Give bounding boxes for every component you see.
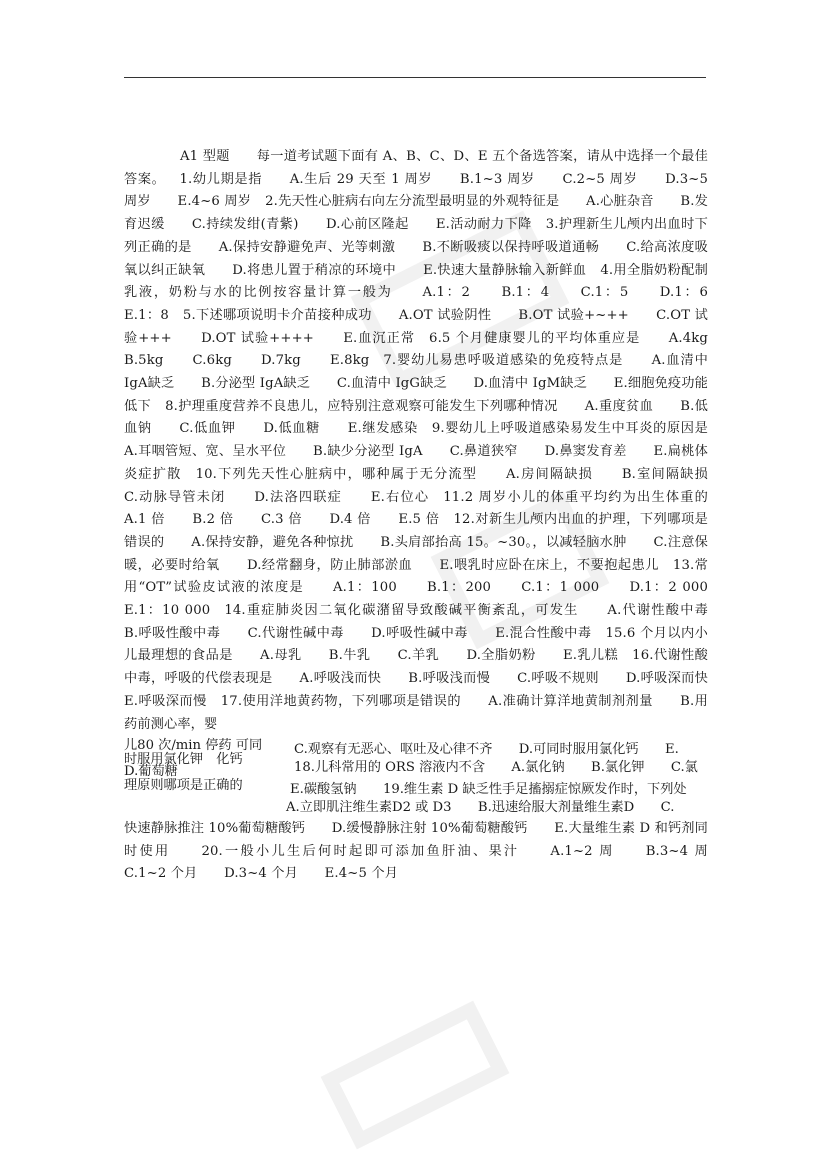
overlap-line-b: 时服用氯化钾 化钙 bbox=[124, 752, 243, 767]
question-3: 3.护理新生儿颅内出血时下列正确的是 A.保持安静避免声、光等刺激 B.不断吸痰以保持呼吸道通畅 C.给高浓度吸氧以纠正缺氧 D.将患儿置于稍凉的环境中 E.快速大量静脉输入新鲜血 bbox=[124, 217, 709, 278]
tail-text bbox=[124, 818, 735, 886]
question-17: 17.使用洋地黄药物，下列哪项是错误的 A.准确计算洋地黄制剂剂量 B.用药前测心率，婴 bbox=[124, 693, 709, 732]
question-2: 2.先天性心脏病右向左分流型最明显的外观特征是 A.心脏杂音 B.发育迟缓 C.持续发绀(青紫) D.心前区隆起 E.活动耐力下降 bbox=[124, 194, 709, 233]
overlapping-text-block bbox=[124, 738, 708, 797]
overlap-line-a: 儿80 次/min 停药 可同 bbox=[124, 738, 263, 753]
question-19-20: 快速静脉推注 10%葡萄糖酸钙 D.缓慢静脉注射 10%葡萄糖酸钙 E.大量维生素 D 和钙剂同时使用 20.一般小儿生后何时起即可添加鱼肝油、果汁 A.1~2 周 B.3~4 周 C.1~2 个月 D.3~4 个月 E.4~5 个月 bbox=[124, 821, 735, 882]
question-9: 9.婴幼儿上呼吸道感染易发生中耳炎的原因是 A.耳咽管短、宽、呈水平位 B.缺少分泌型 IgA C.鼻道狭窄 D.鼻窦发育差 E.扁桃体炎症扩散 bbox=[124, 421, 735, 482]
overlap-line-c: C.观察有无恶心、呕吐及心律不齐 D.可同时服用氯化钙 E. bbox=[294, 742, 679, 757]
intro: A1 型题 每一道考试题下面有 A、B、C、D、E 五个备选答案，请从中选择一个最佳答案。 bbox=[124, 149, 708, 187]
overlap-line-g: E.碳酸氢钠 19.维生素 D 缺乏性手足搐搦症惊厥发作时，下列处 bbox=[290, 782, 687, 797]
question-15: 15.6 个月以内小儿最理想的食品是 A.母乳 B.牛乳 C.羊乳 D.全脂奶粉 E.乳儿糕 bbox=[124, 625, 708, 664]
question-14: 14.重症肺炎因二氧化碳潴留导致酸碱平衡紊乱，可发生 A.代谢性酸中毒 B.呼吸性酸中毒 C.代谢性碱中毒 D.呼吸性碱中毒 E.混合性酸中毒 bbox=[124, 603, 735, 641]
question-7: 7.婴幼儿易患呼吸道感染的免疫特点是 A.血清中 IgA缺乏 B.分泌型 IgA缺乏 C.血清中 IgG缺乏 D.血清中 IgM缺乏 E.细胞免疫功能低下 bbox=[124, 353, 709, 414]
overlap-line-e: 18.儿科常用的 ORS 溶液内不含 A.氯化钠 B.氯化钾 C.氯 bbox=[294, 760, 698, 775]
question-text bbox=[124, 146, 735, 736]
question-11: 11.2 周岁小儿的体重平均约为出生体重的 A.1 倍 B.2 倍 C.3 倍 D.4 倍 E.5 倍 bbox=[124, 489, 735, 528]
question-1: 1.幼儿期是指 A.生后 29 天至 1 周岁 B.1~3 周岁 C.2~5 周岁 D.3~5 周岁 E.4~6 周岁 bbox=[124, 171, 709, 210]
overlap-line-h: A.立即肌注维生素D2 或 D3 B.迅速给服大剂量维生素D C. bbox=[286, 800, 675, 815]
overlap-line-f: 理原则哪项是正确的 bbox=[124, 778, 243, 793]
header-rule bbox=[124, 77, 706, 78]
question-16: 16.代谢性酸中毒，呼吸的代偿表现是 A.呼吸浅而快 B.呼吸浅而慢 C.呼吸不规则 D.呼吸深而快 E.呼吸深而慢 bbox=[124, 648, 735, 709]
question-6: 6.5 个月健康婴儿的平均体重应是 A.4kg B.5kg C.6kg D.7kg E.8kg bbox=[124, 330, 735, 369]
question-10: 10.下列先天性心脏病中，哪种属于无分流型 A.房间隔缺损 B.室间隔缺损 C.动脉导管未闭 D.法洛四联症 E.右位心 bbox=[124, 466, 735, 505]
question-13: 13.常用“OT”试验皮试液的浓度是 A.1：100 B.1：200 C.1：1 000 D.1：2 000 E.1：10 000 bbox=[124, 557, 735, 619]
question-8: 8.护理重度营养不良患儿，应特别注意观察可能发生下列哪种情况 A.重度贫血 B.低血钠 C.低血钾 D.低血糖 E.继发感染 bbox=[124, 398, 708, 437]
overlap-line-d: D.葡萄糖 bbox=[124, 764, 178, 779]
question-5: 5.下述哪项说明卡介苗接种成功 A.OT 试验阴性 B.OT 试验+~++ C.OT 试验+++ D.OT 试验++++ E.血沉正常 bbox=[124, 307, 708, 346]
question-12: 12.对新生儿颅内出血的护理，下列哪项是错误的 A.保持安静，避免各种惊扰 B.头肩部抬高 15。~30。，以减轻脑水肿 C.注意保暖，必要时给氧 D.经常翻身，防止肺部淤血 E.喂乳时应卧在床上，不要抱起患儿 bbox=[124, 512, 708, 573]
question-4: 4.用全脂奶粉配制乳液，奶粉与水的比例按容量计算一般为 A.1：2 B.1：4 C.1：5 D.1：6 E.1：8 bbox=[124, 262, 735, 323]
